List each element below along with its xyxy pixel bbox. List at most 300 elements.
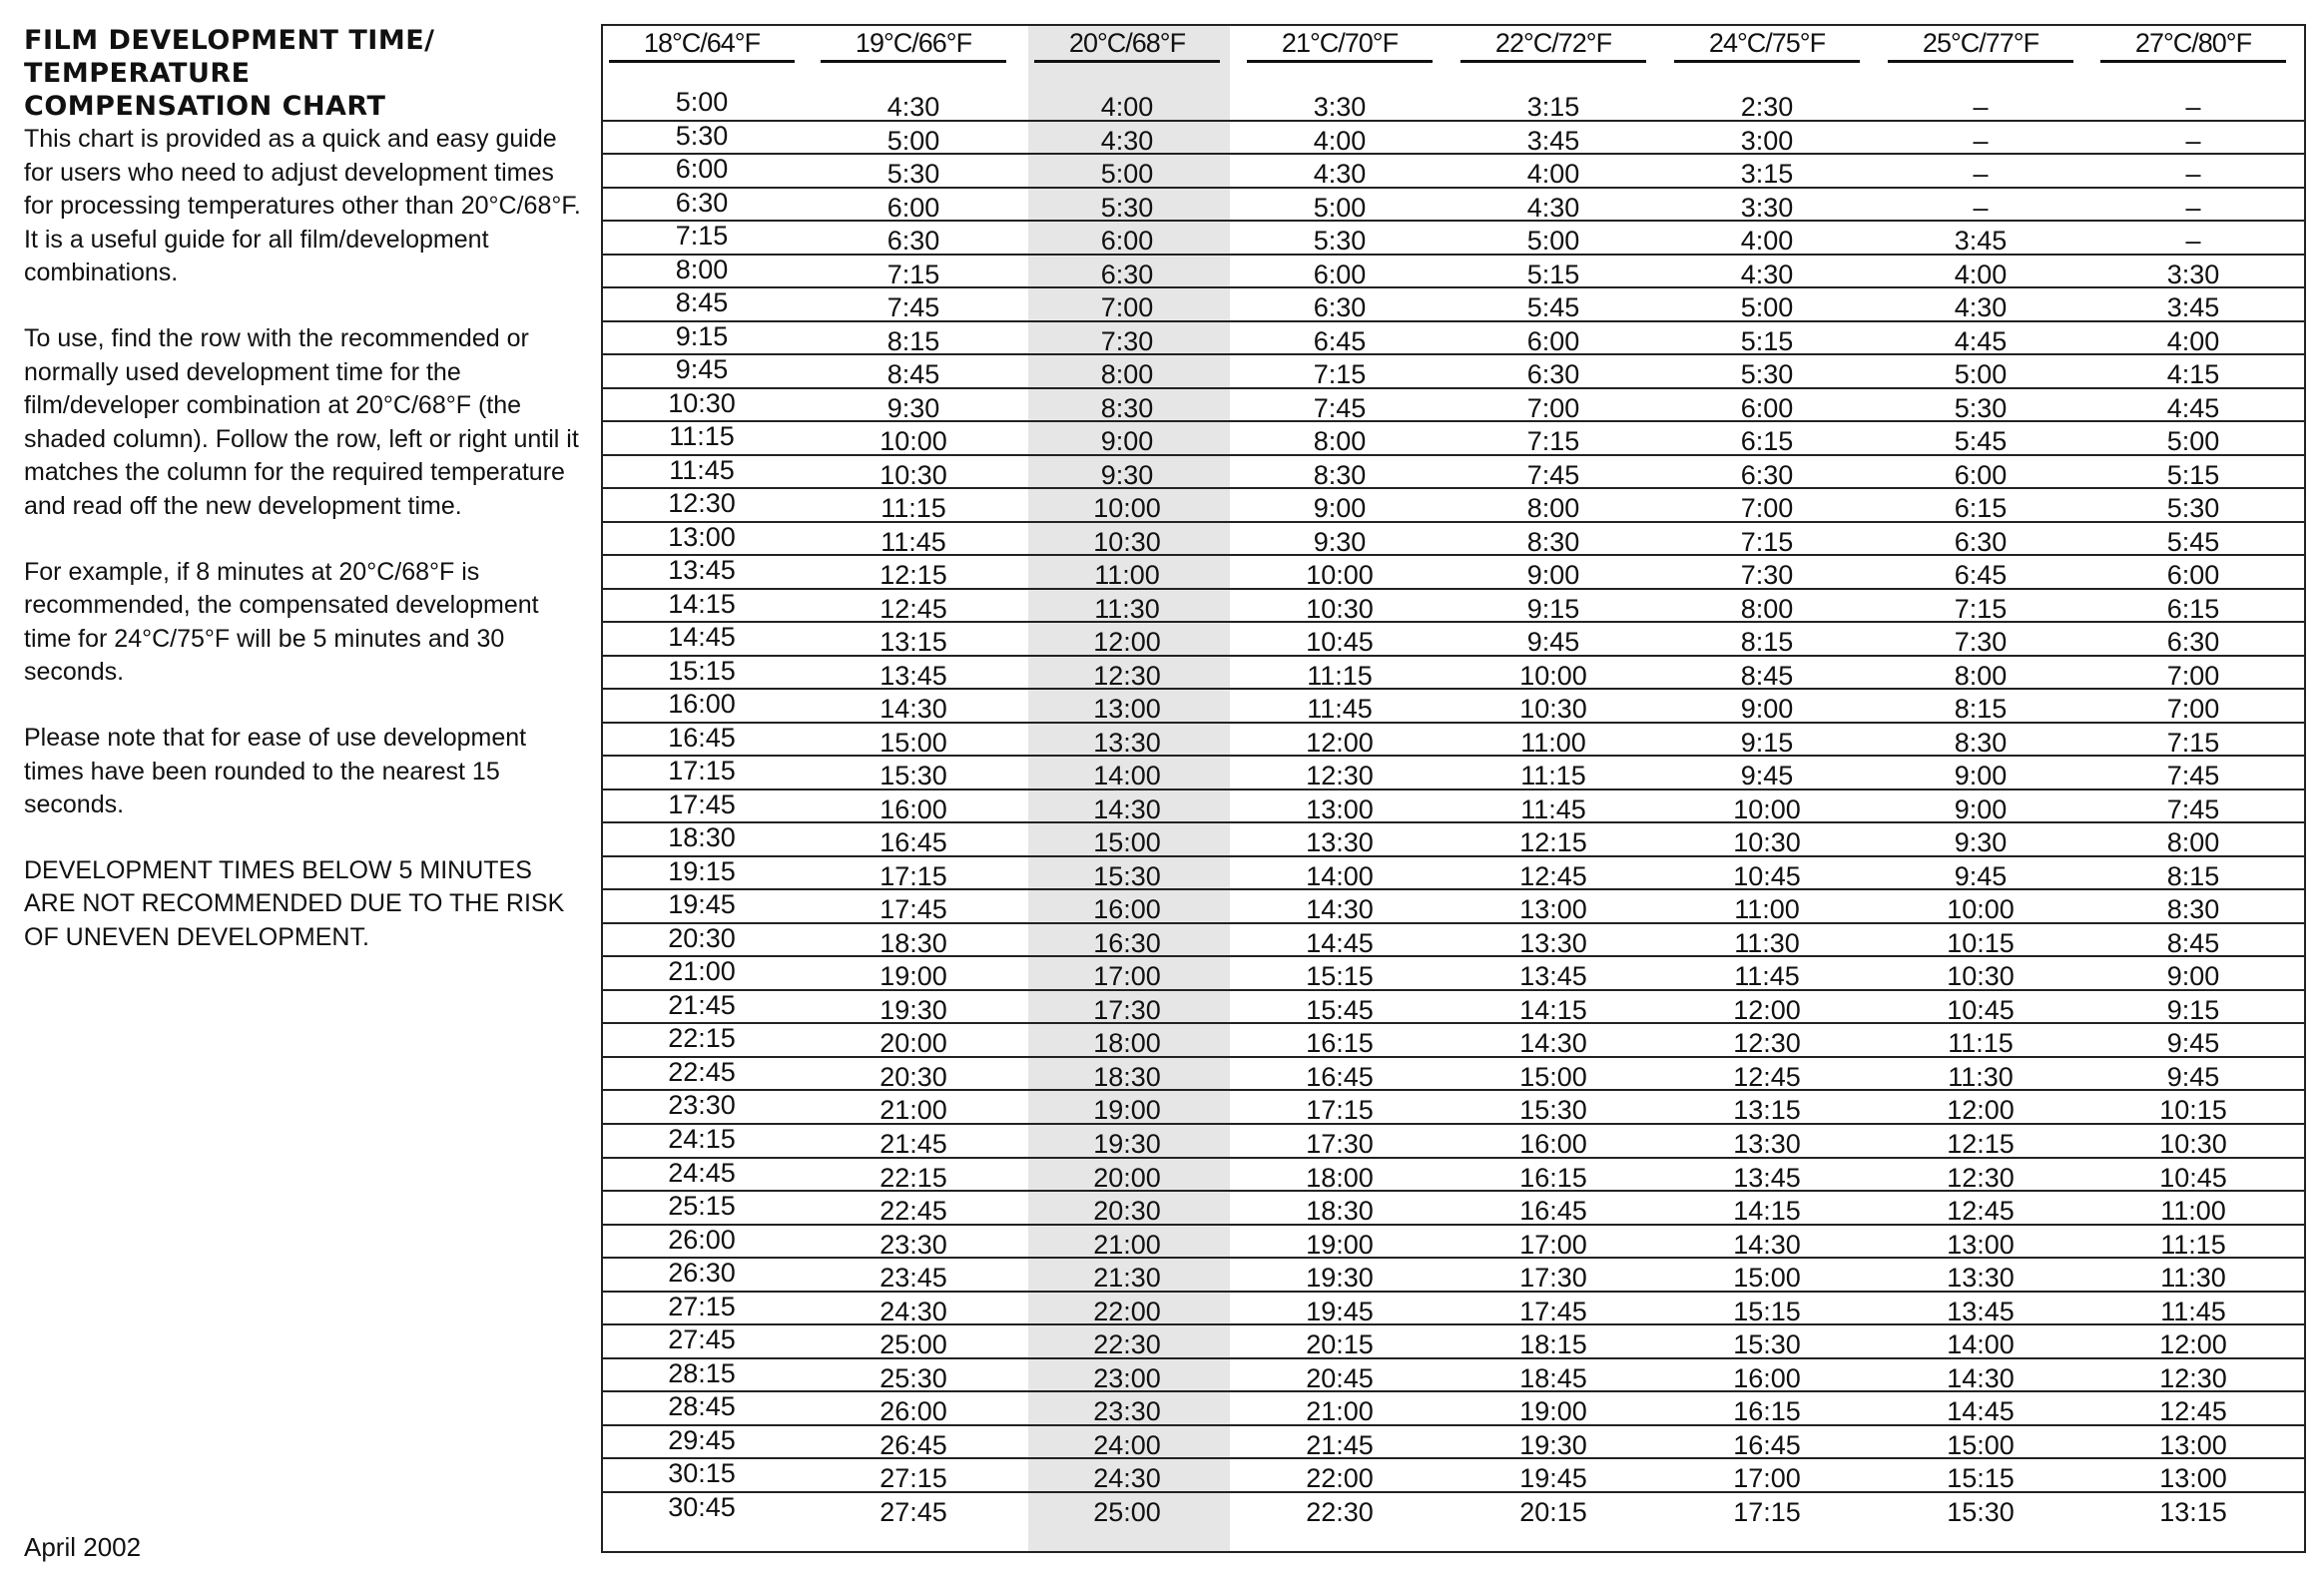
column-header: 20°C/68°F <box>1034 24 1220 63</box>
row-time-18c: 24:15 <box>668 1123 736 1154</box>
table-cell: 10:00 <box>1093 493 1161 524</box>
table-cell: 3:15 <box>1740 159 1794 190</box>
table-cell: 10:00 <box>1519 660 1587 691</box>
table-cell: 11:15 <box>1520 761 1586 791</box>
table-cell: 14:15 <box>1519 994 1587 1025</box>
row-time-18c: 20:30 <box>668 922 736 953</box>
table-cell: 5:30 <box>1313 226 1367 257</box>
table-cell: 5:30 <box>1740 359 1794 390</box>
table-cell: 20:45 <box>1306 1362 1374 1393</box>
table-cell: 11:30 <box>1948 1061 2014 1092</box>
table-cell: 14:45 <box>1947 1396 2015 1427</box>
table-cell: 5:00 <box>1100 159 1154 190</box>
table-cell: 15:30 <box>879 761 947 791</box>
table-cell: 3:30 <box>1313 92 1367 122</box>
table-cell: 2:30 <box>1740 92 1794 122</box>
table-row <box>603 355 2304 389</box>
usage-paragraph: To use, find the row with the recommended or normally used development time for the film/developer combination at 20°C/68°F (the shaded column). Follow the row, left or right until it matches the column for the required temperature and read off the new development time. <box>24 323 579 520</box>
table-cell: 24:00 <box>1093 1429 1161 1460</box>
row-time-18c: 29:45 <box>668 1424 736 1455</box>
table-cell: 10:30 <box>2159 1128 2227 1159</box>
table-cell: 4:00 <box>1313 125 1367 156</box>
table-cell: 6:15 <box>1740 426 1794 457</box>
table-cell: 16:45 <box>1519 1196 1587 1227</box>
table-row <box>603 422 2304 456</box>
table-cell: 21:00 <box>1306 1396 1374 1427</box>
table-cell: 8:45 <box>1740 660 1794 691</box>
table-row <box>603 1125 2304 1159</box>
table-cell: 20:30 <box>1093 1196 1161 1227</box>
table-cell: 20:15 <box>1519 1496 1587 1527</box>
table-cell: 15:30 <box>1519 1095 1587 1126</box>
table-cell: 7:15 <box>886 259 940 289</box>
table-cell: – <box>2185 92 2201 122</box>
row-time-18c: 21:00 <box>668 956 736 987</box>
table-row <box>603 623 2304 657</box>
table-cell: 11:00 <box>1094 560 1160 591</box>
table-cell: 10:00 <box>1947 894 2015 925</box>
table-cell: 23:30 <box>879 1229 947 1260</box>
table-cell: 13:00 <box>1093 694 1161 725</box>
table-cell: 10:30 <box>1947 961 2015 992</box>
table-cell: 15:00 <box>1733 1263 1801 1294</box>
table-cell: 19:30 <box>1306 1263 1374 1294</box>
table-row <box>603 1493 2304 1527</box>
row-time-18c: 5:00 <box>675 87 729 117</box>
table-row <box>603 1024 2304 1058</box>
table-cell: 15:00 <box>1947 1429 2015 1460</box>
table-cell: 23:00 <box>1093 1362 1161 1393</box>
table-cell: 26:45 <box>879 1429 947 1460</box>
row-time-18c: 13:45 <box>668 555 736 586</box>
intro-paragraph: This chart is provided as a quick and easy guide for users who need to adjust development times for processing temperatures other than 20°C/68°F. It is a useful guide for all film/development combinations. <box>24 125 581 287</box>
table-cell: 8:30 <box>1100 392 1154 423</box>
table-cell: 16:45 <box>1306 1061 1374 1092</box>
table-cell: 7:45 <box>2166 761 2220 791</box>
column-header: 24°C/75°F <box>1674 24 1860 63</box>
table-row <box>603 122 2304 156</box>
table-cell: 12:00 <box>1306 727 1374 758</box>
table-cell: – <box>1973 192 1989 223</box>
table-cell: 17:30 <box>1519 1263 1587 1294</box>
table-cell: 4:45 <box>1954 325 2008 356</box>
table-cell: 13:30 <box>1093 727 1161 758</box>
table-cell: 13:00 <box>1306 793 1374 824</box>
row-time-18c: 8:45 <box>675 287 729 318</box>
table-cell: 17:15 <box>1733 1496 1801 1527</box>
table-cell: 19:30 <box>1519 1429 1587 1460</box>
row-time-18c: 17:15 <box>668 756 736 787</box>
table-cell: 9:00 <box>1526 560 1580 591</box>
table-cell: 6:00 <box>1740 392 1794 423</box>
table-cell: 5:00 <box>1526 226 1580 257</box>
table-row <box>603 456 2304 490</box>
table-cell: 14:00 <box>1306 860 1374 891</box>
table-cell: 9:30 <box>1100 459 1154 490</box>
table-cell: 18:30 <box>879 927 947 958</box>
row-time-18c: 16:00 <box>668 689 736 720</box>
row-time-18c: 27:45 <box>668 1324 736 1355</box>
table-cell: 9:45 <box>2166 1028 2220 1059</box>
table-cell: 16:00 <box>1093 894 1161 925</box>
table-row <box>603 823 2304 857</box>
table-cell: 19:00 <box>1519 1396 1587 1427</box>
table-cell: 12:45 <box>879 593 947 624</box>
table-cell: 5:15 <box>2166 459 2220 490</box>
table-cell: 14:45 <box>1306 927 1374 958</box>
table-cell: 11:00 <box>1734 894 1800 925</box>
column-header: 25°C/77°F <box>1888 24 2073 63</box>
table-cell: 22:00 <box>1093 1296 1161 1326</box>
table-cell: 18:30 <box>1093 1061 1161 1092</box>
table-cell: 14:30 <box>1947 1362 2015 1393</box>
table-row <box>603 1325 2304 1359</box>
table-cell: 8:30 <box>2166 894 2220 925</box>
rounding-note: Please note that for ease of use development times have been rounded to the nearest 15 seconds. <box>24 723 527 819</box>
table-row <box>603 322 2304 356</box>
table-cell: 7:15 <box>1954 593 2008 624</box>
table-cell: 3:45 <box>1954 226 2008 257</box>
table-cell: 10:30 <box>1733 827 1801 858</box>
table-cell: 4:30 <box>886 92 940 122</box>
row-time-18c: 21:45 <box>668 989 736 1020</box>
table-cell: 5:30 <box>2166 493 2220 524</box>
table-cell: 6:15 <box>1954 493 2008 524</box>
table-cell: 6:30 <box>1100 259 1154 289</box>
table-cell: 14:30 <box>1519 1028 1587 1059</box>
table-cell: 8:15 <box>1954 694 2008 725</box>
row-time-18c: 14:45 <box>668 622 736 653</box>
table-cell: 9:00 <box>1954 761 2008 791</box>
table-cell: 6:00 <box>1526 325 1580 356</box>
table-cell: – <box>2185 159 2201 190</box>
table-cell: 19:30 <box>1093 1128 1161 1159</box>
table-cell: 6:30 <box>1740 459 1794 490</box>
table-cell: 14:30 <box>879 694 947 725</box>
table-cell: 20:00 <box>879 1028 947 1059</box>
table-cell: 9:15 <box>2166 994 2220 1025</box>
table-cell: 17:30 <box>1093 994 1161 1025</box>
table-cell: 4:00 <box>2166 325 2220 356</box>
row-time-18c: 22:45 <box>668 1056 736 1087</box>
table-cell: 13:00 <box>1947 1229 2015 1260</box>
table-cell: 8:00 <box>1954 660 2008 691</box>
row-time-18c: 28:45 <box>668 1391 736 1422</box>
row-time-18c: 15:15 <box>668 655 736 686</box>
table-cell: 21:00 <box>879 1095 947 1126</box>
table-cell: 4:30 <box>1954 292 2008 323</box>
table-cell: 15:00 <box>1093 827 1161 858</box>
table-cell: 10:30 <box>1519 694 1587 725</box>
table-cell: 6:45 <box>1313 325 1367 356</box>
table-cell: 14:00 <box>1947 1329 2015 1360</box>
row-time-18c: 24:45 <box>668 1157 736 1188</box>
table-cell: 19:45 <box>1306 1296 1374 1326</box>
table-cell: 5:00 <box>1740 292 1794 323</box>
table-cell: 14:30 <box>1733 1229 1801 1260</box>
table-cell: 3:30 <box>1740 192 1794 223</box>
table-cell: 18:30 <box>1306 1196 1374 1227</box>
table-cell: 6:00 <box>1954 459 2008 490</box>
table-cell: 19:45 <box>1519 1463 1587 1494</box>
table-row <box>603 389 2304 423</box>
table-cell: 11:00 <box>1520 727 1586 758</box>
row-time-18c: 22:15 <box>668 1023 736 1054</box>
table-cell: 4:30 <box>1740 259 1794 289</box>
table-cell: 12:15 <box>1519 827 1587 858</box>
table-cell: 5:30 <box>886 159 940 190</box>
table-cell: 3:15 <box>1526 92 1580 122</box>
table-cell: 13:15 <box>879 627 947 658</box>
description-panel <box>24 24 583 986</box>
table-cell: 4:15 <box>2166 359 2220 390</box>
table-row <box>603 790 2304 824</box>
table-cell: 5:15 <box>1740 325 1794 356</box>
table-cell: 7:45 <box>2166 793 2220 824</box>
table-cell: 8:00 <box>1740 593 1794 624</box>
table-cell: 19:00 <box>1093 1095 1161 1126</box>
table-cell: 7:15 <box>1313 359 1367 390</box>
table-cell: 16:15 <box>1519 1162 1587 1193</box>
table-cell: 5:00 <box>1954 359 2008 390</box>
table-cell: 13:45 <box>1733 1162 1801 1193</box>
table-cell: 18:15 <box>1519 1329 1587 1360</box>
table-row <box>603 890 2304 924</box>
table-cell: 12:30 <box>1733 1028 1801 1059</box>
table-cell: 8:45 <box>886 359 940 390</box>
table-row <box>603 957 2304 991</box>
table-cell: 12:45 <box>2159 1396 2227 1427</box>
table-cell: 23:30 <box>1093 1396 1161 1427</box>
table-cell: 5:00 <box>886 125 940 156</box>
table-cell: – <box>2185 192 2201 223</box>
row-time-18c: 30:15 <box>668 1458 736 1489</box>
table-cell: 4:30 <box>1313 159 1367 190</box>
table-cell: 9:00 <box>1954 793 2008 824</box>
table-cell: 7:30 <box>1954 627 2008 658</box>
table-cell: 15:45 <box>1306 994 1374 1025</box>
table-row <box>603 1226 2304 1260</box>
table-cell: – <box>1973 125 1989 156</box>
table-cell: 10:00 <box>1733 793 1801 824</box>
table-cell: 21:45 <box>1306 1429 1374 1460</box>
table-cell: 5:45 <box>2166 526 2220 557</box>
table-cell: 15:15 <box>1733 1296 1801 1326</box>
table-cell: 9:00 <box>1740 694 1794 725</box>
table-cell: 27:15 <box>879 1463 947 1494</box>
table-cell: 11:45 <box>1307 694 1373 725</box>
table-cell: 6:30 <box>886 226 940 257</box>
table-cell: 12:30 <box>1947 1162 2015 1193</box>
table-cell: 11:15 <box>1948 1028 2014 1059</box>
table-row <box>603 757 2304 790</box>
table-cell: 10:45 <box>2159 1162 2227 1193</box>
row-time-18c: 28:15 <box>668 1357 736 1388</box>
table-cell: 5:45 <box>1526 292 1580 323</box>
table-cell: 8:30 <box>1526 526 1580 557</box>
table-cell: 22:15 <box>879 1162 947 1193</box>
table-cell: 16:15 <box>1733 1396 1801 1427</box>
table-header-row <box>603 24 2304 62</box>
table-cell: 15:00 <box>1519 1061 1587 1092</box>
table-cell: 10:15 <box>1947 927 2015 958</box>
table-cell: 6:00 <box>1100 226 1154 257</box>
table-row <box>603 489 2304 523</box>
table-cell: 16:45 <box>1733 1429 1801 1460</box>
table-cell: 16:00 <box>1733 1362 1801 1393</box>
table-cell: 9:45 <box>2166 1061 2220 1092</box>
table-cell: 9:30 <box>886 392 940 423</box>
table-row <box>603 690 2304 724</box>
row-time-18c: 13:00 <box>668 521 736 552</box>
table-cell: 10:45 <box>1947 994 2015 1025</box>
table-cell: 5:30 <box>1954 392 2008 423</box>
table-cell: – <box>2185 226 2201 257</box>
table-cell: 25:30 <box>879 1362 947 1393</box>
table-cell: 17:45 <box>879 894 947 925</box>
row-time-18c: 11:15 <box>669 421 735 452</box>
row-time-18c: 6:30 <box>675 187 729 218</box>
column-header: 18°C/64°F <box>609 24 795 63</box>
table-row <box>603 924 2304 958</box>
table-cell: 12:00 <box>2159 1329 2227 1360</box>
table-cell: 8:15 <box>2166 860 2220 891</box>
chart-title <box>24 24 583 123</box>
table-cell: 24:30 <box>1093 1463 1161 1494</box>
table-cell: 5:00 <box>1313 192 1367 223</box>
table-cell: 11:15 <box>2160 1229 2226 1260</box>
table-cell: 15:30 <box>1947 1496 2015 1527</box>
table-cell: 9:00 <box>2166 961 2220 992</box>
table-row <box>603 991 2304 1025</box>
table-row <box>603 88 2304 122</box>
table-row <box>603 1426 2304 1460</box>
table-cell: 14:15 <box>1733 1196 1801 1227</box>
table-cell: 7:30 <box>1100 325 1154 356</box>
table-cell: 19:00 <box>879 961 947 992</box>
table-cell: 8:00 <box>1526 493 1580 524</box>
table-cell: 6:30 <box>1954 526 2008 557</box>
table-cell: 13:00 <box>2159 1429 2227 1460</box>
table-cell: – <box>2185 125 2201 156</box>
table-cell: 7:15 <box>1526 426 1580 457</box>
table-cell: 10:00 <box>1306 560 1374 591</box>
row-time-18c: 26:00 <box>668 1224 736 1255</box>
table-cell: 9:30 <box>1954 827 2008 858</box>
table-cell: 11:30 <box>1094 593 1160 624</box>
table-cell: 13:30 <box>1947 1263 2015 1294</box>
table-cell: 5:00 <box>2166 426 2220 457</box>
table-cell: 6:00 <box>886 192 940 223</box>
table-cell: 12:45 <box>1733 1061 1801 1092</box>
table-cell: 22:00 <box>1306 1463 1374 1494</box>
table-cell: 10:30 <box>1093 526 1161 557</box>
row-time-18c: 11:45 <box>669 454 735 485</box>
row-time-18c: 12:30 <box>668 488 736 519</box>
table-cell: 4:00 <box>1526 159 1580 190</box>
table-cell: 17:15 <box>879 860 947 891</box>
table-cell: 3:45 <box>2166 292 2220 323</box>
table-cell: 15:00 <box>879 727 947 758</box>
table-row <box>603 724 2304 758</box>
table-cell: 27:45 <box>879 1496 947 1527</box>
row-time-18c: 9:15 <box>675 320 729 351</box>
table-cell: 11:15 <box>1307 660 1373 691</box>
table-cell: 17:30 <box>1306 1128 1374 1159</box>
table-cell: 16:45 <box>879 827 947 858</box>
table-cell: 21:45 <box>879 1128 947 1159</box>
table-cell: 4:45 <box>2166 392 2220 423</box>
table-cell: 9:15 <box>1740 727 1794 758</box>
table-cell: 10:15 <box>2159 1095 2227 1126</box>
table-cell: 7:45 <box>886 292 940 323</box>
row-time-18c: 5:30 <box>675 120 729 151</box>
table-cell: 13:15 <box>1733 1095 1801 1126</box>
row-time-18c: 27:15 <box>668 1291 736 1321</box>
row-time-18c: 23:30 <box>668 1090 736 1121</box>
table-body <box>603 88 2304 1526</box>
table-row <box>603 523 2304 557</box>
chart-title-line: TEMPERATURE <box>24 58 251 89</box>
table-cell: 22:30 <box>1093 1329 1161 1360</box>
table-cell: 18:00 <box>1306 1162 1374 1193</box>
table-cell: 13:45 <box>879 660 947 691</box>
table-cell: 11:15 <box>880 493 946 524</box>
example-paragraph: For example, if 8 minutes at 20°C/68°F is recommended, the compensated development time for 24°C/75°F will be 5 minutes and 30 seconds. <box>24 557 539 687</box>
table-cell: 12:45 <box>1947 1196 2015 1227</box>
table-cell: 17:45 <box>1519 1296 1587 1326</box>
table-cell: 20:30 <box>879 1061 947 1092</box>
table-cell: 8:30 <box>1313 459 1367 490</box>
table-cell: 20:15 <box>1306 1329 1374 1360</box>
table-cell: 4:30 <box>1526 192 1580 223</box>
table-cell: 7:00 <box>1740 493 1794 524</box>
table-cell: 7:00 <box>2166 660 2220 691</box>
table-cell: 9:45 <box>1526 627 1580 658</box>
table-cell: 10:45 <box>1306 627 1374 658</box>
table-cell: 5:30 <box>1100 192 1154 223</box>
table-cell: 11:00 <box>2160 1196 2226 1227</box>
table-cell: 11:45 <box>1734 961 1800 992</box>
table-cell: 9:45 <box>1740 761 1794 791</box>
table-cell: 6:30 <box>2166 627 2220 658</box>
table-cell: 10:30 <box>879 459 947 490</box>
table-cell: 13:30 <box>1519 927 1587 958</box>
table-cell: 4:00 <box>1100 92 1154 122</box>
table-cell: 13:00 <box>1519 894 1587 925</box>
table-row <box>603 222 2304 256</box>
table-row <box>603 1091 2304 1125</box>
row-time-18c: 10:30 <box>668 387 736 418</box>
table-cell: 13:45 <box>1947 1296 2015 1326</box>
table-cell: 16:15 <box>1306 1028 1374 1059</box>
table-cell: 9:15 <box>1526 593 1580 624</box>
column-header: 22°C/72°F <box>1460 24 1646 63</box>
table-cell: 17:00 <box>1733 1463 1801 1494</box>
table-cell: 10:00 <box>879 426 947 457</box>
table-cell: 8:45 <box>2166 927 2220 958</box>
table-cell: 8:00 <box>1100 359 1154 390</box>
table-cell: 13:45 <box>1519 961 1587 992</box>
table-cell: 22:30 <box>1306 1496 1374 1527</box>
table-cell: 13:15 <box>2159 1496 2227 1527</box>
table-cell: 24:30 <box>879 1296 947 1326</box>
table-cell: 7:00 <box>2166 694 2220 725</box>
table-cell: 14:30 <box>1093 793 1161 824</box>
table-cell: 10:30 <box>1306 593 1374 624</box>
table-cell: 5:15 <box>1526 259 1580 289</box>
row-time-18c: 30:45 <box>668 1491 736 1522</box>
